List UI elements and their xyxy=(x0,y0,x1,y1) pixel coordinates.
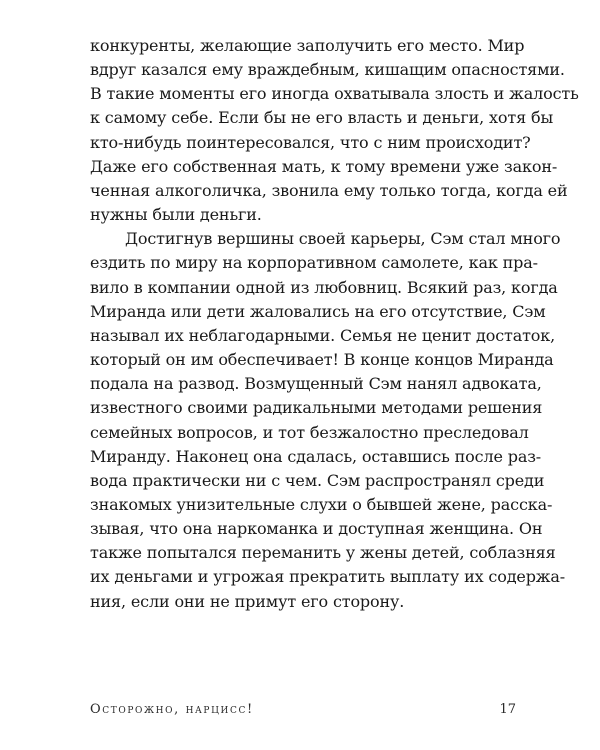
text-line: подала на развод. Возмущенный Сэм нанял адвоката, xyxy=(90,374,542,394)
text-line: кто-нибудь поинтересовался, что с ним происходит? xyxy=(90,132,531,152)
running-title: Осторожно, нарцисс! xyxy=(90,702,254,717)
text-line: Даже его собственная мать, к тому времени уже закон- xyxy=(90,156,558,176)
text-line: зывая, что она наркоманка и доступная женщина. Он xyxy=(90,519,543,539)
text-line: вода практически ни с чем. Сэм распространял среди xyxy=(90,470,545,490)
text-line: Миранду. Наконец она сдалась, оставшись после раз- xyxy=(90,446,542,466)
paragraph-1 xyxy=(90,34,579,227)
text-line: вило в компании одной из любовниц. Всякий раз, когда xyxy=(90,277,558,297)
text-line: В такие моменты его иногда охватывала злость и жалость xyxy=(90,84,579,104)
text-line: ченная алкоголичка, звонила ему только тогда, когда ей xyxy=(90,180,568,200)
text-line: их деньгами и угрожая прекратить выплату их содержа- xyxy=(90,567,566,587)
text-line: Миранда или дети жаловались на его отсутствие, Сэм xyxy=(90,301,546,321)
text-line: ния, если они не примут его сторону. xyxy=(90,591,405,611)
body-text xyxy=(90,34,579,614)
text-line: который он им обеспечивает! В конце концов Миранда xyxy=(90,350,554,370)
text-line: знакомых унизительные слухи о бывшей жене, расска- xyxy=(90,494,553,514)
text-line: конкуренты, желающие заполучить его место. Мир xyxy=(90,36,525,55)
text-line: Достигнув вершины своей карьеры, Сэм стал много xyxy=(125,229,561,249)
text-line: также попытался переманить у жены детей, соблазняя xyxy=(90,543,556,563)
text-line: известного своими радикальными методами решения xyxy=(90,398,543,418)
text-line: семейных вопросов, и тот безжалостно преследовал xyxy=(90,422,529,442)
paragraph-2 xyxy=(90,227,566,614)
text-line: вдруг казался ему враждебным, кишащим опасностями. xyxy=(90,60,565,80)
page-number: 17 xyxy=(499,702,516,717)
text-line: ездить по миру на корпоративном самолете, как пра- xyxy=(90,253,538,273)
text-line: к самому себе. Если бы не его власть и деньги, хотя бы xyxy=(90,108,554,128)
text-line: называл их неблагодарными. Семья не ценит достаток, xyxy=(90,325,556,345)
text-line: нужны были деньги. xyxy=(90,205,262,225)
